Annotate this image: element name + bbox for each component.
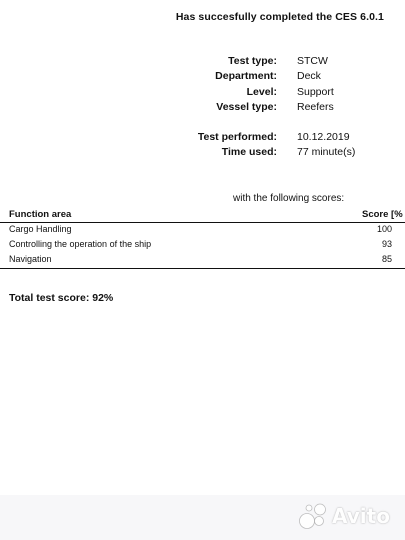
info-row-vessel-type xyxy=(0,101,405,116)
info-value: Support xyxy=(297,86,334,98)
function-area-cell: Cargo Handling xyxy=(9,224,72,234)
info-row-department xyxy=(0,70,405,85)
info-label: Vessel type: xyxy=(216,101,277,113)
column-header-score: Score [% xyxy=(362,209,403,220)
score-cell: 85 xyxy=(381,254,392,264)
info-label: Time used: xyxy=(221,146,277,158)
info-row-time-used xyxy=(0,146,405,161)
info-label: Department: xyxy=(215,70,277,82)
info-value: 77 minute(s) xyxy=(297,146,356,158)
info-row-test-performed xyxy=(0,131,405,146)
table-row xyxy=(0,224,405,239)
info-value: STCW xyxy=(297,55,328,67)
info-value: 10.12.2019 xyxy=(297,131,350,143)
total-test-score: Total test score: 92% xyxy=(9,292,114,304)
info-row-level xyxy=(0,86,405,101)
info-label: Level: xyxy=(246,86,277,98)
function-area-cell: Navigation xyxy=(9,254,52,264)
table-row xyxy=(0,254,405,269)
scores-intro: with the following scores: xyxy=(233,193,345,204)
function-area-cell: Controlling the operation of the ship xyxy=(9,239,152,249)
certificate-heading: Has succesfully completed the CES 6.0.1 xyxy=(175,11,384,23)
score-cell: 93 xyxy=(381,239,392,249)
info-label: Test type: xyxy=(228,55,277,67)
table-bottom-rule xyxy=(0,268,405,269)
info-label: Test performed: xyxy=(197,131,277,143)
info-value: Reefers xyxy=(297,101,334,113)
column-header-function-area: Function area xyxy=(9,209,72,220)
score-cell: 100 xyxy=(376,224,392,234)
avito-logo-icon xyxy=(298,501,328,531)
info-row-test-type xyxy=(0,55,405,70)
scores-table-header xyxy=(0,208,405,223)
table-row xyxy=(0,239,405,254)
avito-wordmark: Avito xyxy=(332,504,390,528)
info-value: Deck xyxy=(297,70,321,82)
avito-watermark xyxy=(298,500,398,532)
